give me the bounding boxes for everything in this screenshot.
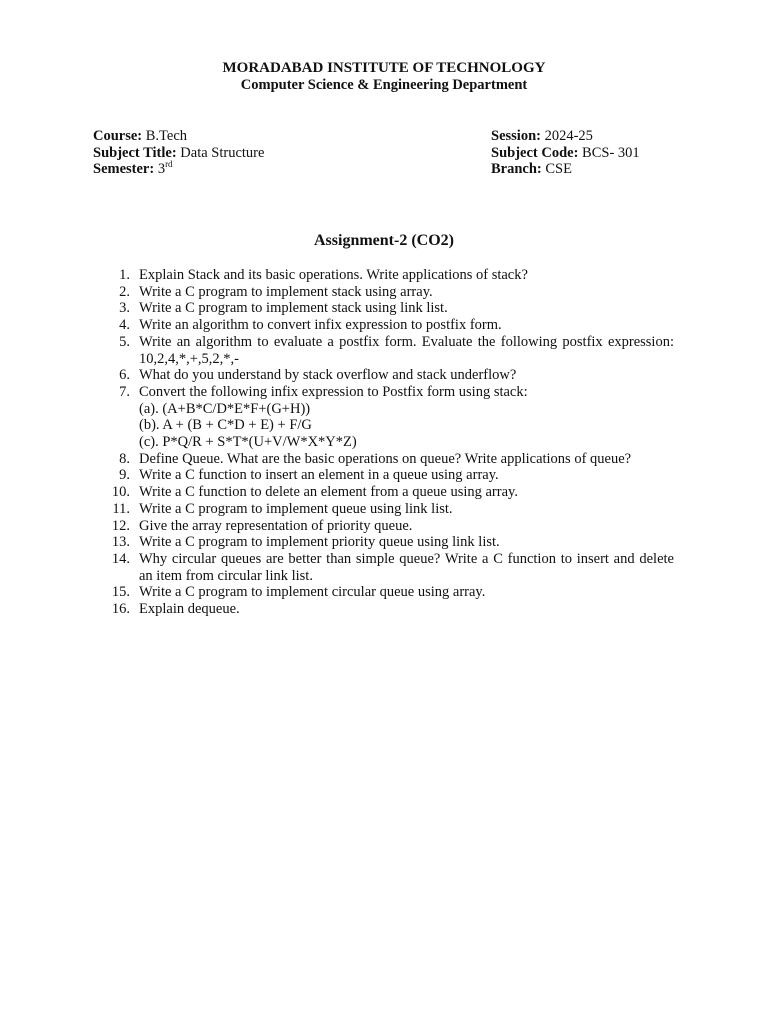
semester-suffix: rd: [165, 159, 173, 170]
question-item: [108, 501, 674, 518]
question-item: [108, 551, 674, 584]
question-text: Give the array representation of priority queue.: [139, 517, 413, 534]
semester-row: [93, 161, 264, 178]
question-number: 16.: [111, 601, 130, 618]
question-number: 10.: [111, 484, 130, 501]
question-item: [108, 334, 674, 367]
subject-code-row: [491, 145, 640, 162]
question-item: [108, 451, 674, 468]
semester-label: Semester:: [93, 161, 155, 177]
question-number: 4.: [119, 317, 130, 334]
question-text: Explain Stack and its basic operations. Write applications of stack?: [139, 267, 528, 283]
question-text: Explain dequeue.: [139, 601, 240, 618]
question-text: Write a C program to implement priority queue using link list.: [139, 534, 500, 551]
branch-row: [491, 161, 640, 178]
question-number: 9.: [119, 467, 130, 484]
question-number: 12.: [111, 517, 130, 534]
question-text: Write a C program to implement stack using link list.: [139, 300, 448, 317]
sub-question: (b). A + (B + C*D + E) + F/G: [139, 417, 312, 434]
question-text: Write a C function to insert an element in a queue using array.: [139, 467, 499, 484]
question-item: [108, 317, 674, 334]
question-item: [108, 367, 674, 384]
question-item: [108, 267, 674, 284]
session-label: Session:: [491, 128, 541, 144]
sub-question: (c). P*Q/R + S*T*(U+V/W*X*Y*Z): [139, 434, 357, 451]
question-text: Write a C program to implement stack using array.: [139, 283, 433, 300]
question-number: 7.: [119, 383, 130, 400]
question-item: [108, 384, 674, 451]
question-text: Convert the following infix expression to Postfix form using stack:: [139, 383, 528, 400]
question-item: [108, 284, 674, 301]
question-text: Write a C program to implement circular queue using array.: [139, 584, 486, 601]
question-item: [108, 601, 674, 618]
question-number: 8.: [119, 450, 130, 467]
question-item: [108, 467, 674, 484]
session-row: [491, 128, 640, 145]
question-number: 2.: [119, 283, 130, 300]
question-number: 11.: [112, 500, 130, 517]
question-number: 1.: [119, 267, 130, 283]
question-number: 3.: [119, 300, 130, 317]
course-value: B.Tech: [145, 128, 188, 144]
question-number: 6.: [119, 367, 130, 384]
question-number: 15.: [111, 584, 130, 601]
question-text: Define Queue. What are the basic operations on queue? Write applications of queue?: [139, 450, 632, 467]
subject-code-value: BCS- 301: [582, 144, 640, 161]
question-text: Write an algorithm to evaluate a postfix form. Evaluate the following postfix expression: 10,2,4,*,+,5,2,*,-: [139, 333, 674, 367]
sub-question: (a). (A+B*C/D*E*F+(G+H)): [139, 400, 311, 417]
semester-value: 3: [157, 161, 166, 177]
question-number: 13.: [111, 534, 130, 551]
question-item: [108, 300, 674, 317]
session-value: 2024-25: [544, 128, 593, 144]
subject-title-label: Subject Title:: [93, 144, 177, 161]
institute-name: MORADABAD INSTITUTE OF TECHNOLOGY: [222, 60, 546, 76]
question-number: 5.: [119, 333, 130, 350]
document-header: [0, 60, 768, 94]
question-number: 14.: [111, 550, 130, 567]
question-text: Write a C program to implement queue using link list.: [139, 500, 453, 517]
question-item: [108, 484, 674, 501]
subject-title-row: [93, 145, 264, 162]
branch-label: Branch:: [491, 161, 542, 177]
question-text: What do you understand by stack overflow and stack underflow?: [139, 367, 517, 384]
question-item: [108, 534, 674, 551]
question-text: Write an algorithm to convert infix expression to postfix form.: [139, 317, 502, 334]
course-info-left: [93, 128, 264, 178]
course-label: Course:: [93, 128, 143, 144]
branch-value: CSE: [545, 161, 572, 177]
course-info-right: [491, 128, 640, 178]
subject-title-value: Data Structure: [180, 144, 265, 161]
course-row: [93, 128, 264, 145]
subject-code-label: Subject Code:: [491, 144, 579, 161]
assignment-title: Assignment-2 (CO2): [314, 232, 454, 249]
question-item: [108, 584, 674, 601]
question-list: [108, 267, 674, 618]
question-text: Write a C function to delete an element from a queue using array.: [139, 484, 518, 501]
department-name: Computer Science & Engineering Department: [240, 77, 528, 93]
question-item: [108, 518, 674, 535]
question-text: Why circular queues are better than simple queue? Write a C function to insert and delete an item from circular link list.: [139, 550, 674, 584]
